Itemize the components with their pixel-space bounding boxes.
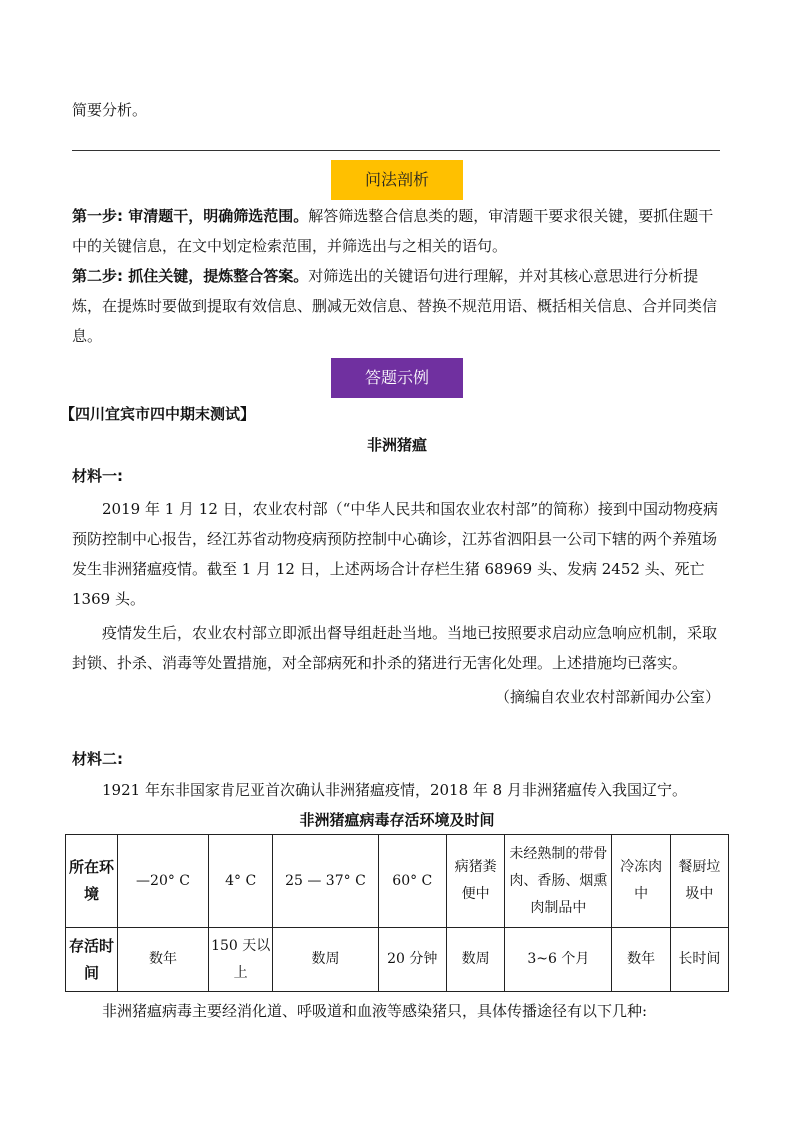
table-cell: 冷冻肉中 <box>612 835 670 928</box>
material1-para1: 2019 年 1 月 12 日，农业农村部（“中华人民共和国农业农村部”的简称）接到中国动物疫病预防控制中心报告，经江苏省动物疫病预防控制中心确诊，江苏省泗阳县一公司下辖的两个养殖场发生非洲猪瘟疫情。截至 1 月 12 日，上述两场合计存栏生猪 68969 头、发病 2452 头、死亡 1369 头。 <box>72 500 718 608</box>
material1-para2: 疫情发生后，农业农村部立即派出督导组赶赴当地。当地已按照要求启动应急响应机制，采取封锁、扑杀、消毒等处置措施，对全部病死和扑杀的猪进行无害化处理。上述措施均已落实。 <box>72 624 718 672</box>
row-header-survival: 存活时间 <box>66 928 118 992</box>
table-cell: —20° C <box>118 835 209 928</box>
step1-text: 解答筛选整合信息类的题，审清题干要求很关键，要抓住题干中的关键信息，在文中划定检索范围，并筛选出与之相关的语句。 <box>72 207 714 255</box>
table-cell: 3~6 个月 <box>505 928 612 992</box>
table-row <box>66 928 729 992</box>
table-cell: 数周 <box>273 928 378 992</box>
table-cell: 20 分钟 <box>378 928 446 992</box>
step2-text: 对筛选出的关键语句进行理解，并对其核心意思进行分析提炼，在提炼时要做到提取有效信息、删减无效信息、替换不规范用语、概括相关信息、合并同类信息。 <box>72 267 718 345</box>
material2-para1: 1921 年东非国家肯尼亚首次确认非洲猪瘟疫情，2018 年 8 月非洲猪瘟传入我国辽宁。 <box>102 781 687 799</box>
row-header-environment: 所在环境 <box>66 835 118 928</box>
step2-label: 第二步: 抓住关键，提炼整合答案。 <box>72 267 309 285</box>
table-row <box>66 835 729 928</box>
table-cell: 60° C <box>378 835 446 928</box>
material2-para2: 非洲猪瘟病毒主要经消化道、呼吸道和血液等感染猪只，具体传播途径有以下几种: <box>102 1002 648 1020</box>
source-tag: 【四川宜宾市四中期末测试】 <box>60 405 256 423</box>
table-cell: 25 — 37° C <box>273 835 378 928</box>
example-badge: 答题示例 <box>331 358 463 398</box>
table-cell: 数年 <box>612 928 670 992</box>
table-cell: 数年 <box>118 928 209 992</box>
table-cell: 病猪粪便中 <box>447 835 505 928</box>
material2-label: 材料二: <box>72 750 123 768</box>
material1-label: 材料一: <box>72 467 123 485</box>
table-title: 非洲猪瘟病毒存活环境及时间 <box>299 811 495 829</box>
divider-line <box>72 150 720 151</box>
material1-source: （摘编自农业农村部新闻办公室） <box>494 688 720 706</box>
table-cell: 未经熟制的带骨肉、香肠、烟熏肉制品中 <box>505 835 612 928</box>
step1-paragraph <box>72 201 724 261</box>
intro-text: 简要分析。 <box>72 101 148 119</box>
step1-label: 第一步: 审清题干，明确筛选范围。 <box>72 207 309 225</box>
method-badge: 问法剖析 <box>331 160 463 200</box>
article-title: 非洲猪瘟 <box>366 436 427 454</box>
step2-paragraph <box>72 261 724 351</box>
table-cell: 长时间 <box>670 928 728 992</box>
table-cell: 餐厨垃圾中 <box>670 835 728 928</box>
table-cell: 数周 <box>447 928 505 992</box>
table-cell: 150 天以上 <box>209 928 273 992</box>
table-cell: 4° C <box>209 835 273 928</box>
survival-table <box>65 834 729 992</box>
